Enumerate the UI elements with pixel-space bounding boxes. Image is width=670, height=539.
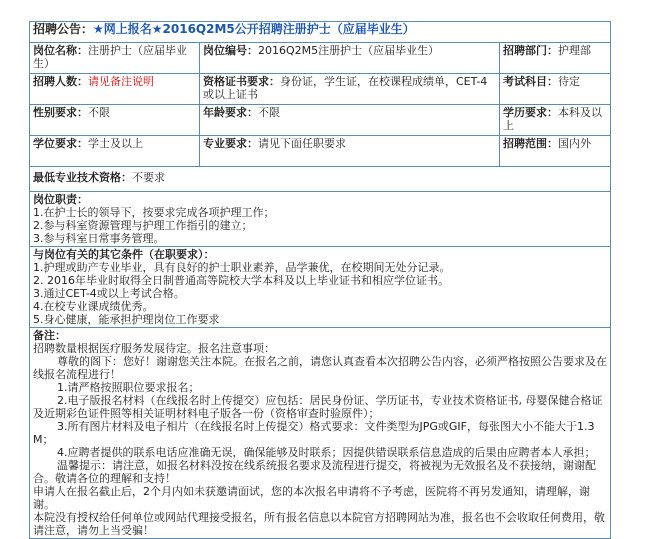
condition-item: 3.通过CET-4或以上考试合格。: [33, 287, 185, 300]
scope-label: 招聘范围：: [503, 137, 558, 150]
gender-value: 不限: [88, 106, 110, 119]
notes-paragraph: 4.应聘者提供的联系电话应准确无误，确保能够及时联系；因提供错误联系信息造成的后果由应聘者本人承担；: [57, 446, 596, 459]
post-name-cell: [30, 43, 200, 74]
scope-value: 国内外: [558, 137, 591, 150]
row-post: [30, 43, 611, 74]
post-code-cell: [200, 43, 500, 74]
major-value: 请见下面任职要求: [258, 137, 346, 150]
count-cell: [30, 74, 200, 105]
row-duties: [30, 192, 611, 247]
edu-cell: [500, 105, 611, 136]
duty-item: 2.参与科室资源管理与护理工作指引的建立；: [33, 219, 253, 232]
notes-paragraph: 本院没有授权给任何单位或网站代理接受报名，所有报名信息以本院官方招聘网站为准，报名也不会收取任何费用，敬请注意，请勿上当受骗！: [33, 511, 605, 537]
notes-heading: 备注：: [33, 329, 66, 342]
notice-title-label: 招聘公告：: [33, 22, 94, 36]
condition-item: 1.护理或助产专业毕业，具有良好的护士职业素养，品学兼优，在校期间无处分记录。: [33, 261, 451, 274]
notice-title: ★网上报名★2016Q2M5公开招聘注册护士（应届毕业生）: [93, 22, 415, 36]
cert-value: 身份证，学生证，在校课程成绩单，CET-4或以上证书: [203, 75, 488, 101]
count-value: 请见备注说明: [88, 75, 154, 88]
exam-value: 待定: [558, 75, 580, 88]
duties-section: [30, 192, 611, 247]
row-gender: [30, 105, 611, 136]
dept-label: 招聘部门：: [503, 44, 558, 57]
notes-paragraph: 2.电子版报名材料（在线报名时上传提交）应包括：居民身份证、学历证书，专业技术资格证书, 母婴保健合格证及近期彩色证件照等相关证明材料电子版各一份（资格审查时验原件）；: [33, 394, 603, 420]
post-code-value: 2016Q2M5注册护士（应届毕业生）: [258, 44, 440, 57]
degree-cell: [30, 136, 200, 167]
row-tech: [30, 167, 611, 192]
age-cell: [200, 105, 500, 136]
condition-item: 2. 2016年毕业时取得全日制普通高等院校大学本科及以上毕业证书和相应学位证书。: [33, 274, 449, 287]
conditions-section: [30, 247, 611, 328]
duty-item: 1.在护士长的领导下，按要求完成各项护理工作；: [33, 206, 275, 219]
recruitment-notice: [29, 21, 610, 539]
post-code-label: 岗位编号：: [203, 44, 258, 57]
dept-cell: [500, 43, 611, 74]
notes-section: [30, 328, 611, 539]
duty-item: 3.参与科室日常事务管理。: [33, 232, 165, 245]
notice-table: [29, 21, 611, 539]
scope-cell: [500, 136, 611, 167]
notice-title-row: [30, 22, 611, 43]
major-cell: [200, 136, 500, 167]
tech-cell: [30, 167, 611, 192]
notes-paragraph: 尊敬的阁下：您好！谢谢您关注本院。在报名之前，请您认真查看本次招聘公告内容，必须严格按照公告要求及在线报名流程进行！: [33, 355, 607, 381]
cert-label: 资格证书要求：: [203, 75, 280, 88]
gender-cell: [30, 105, 200, 136]
degree-label: 学位要求：: [33, 137, 88, 150]
tech-label: 最低专业技术资格：: [33, 171, 132, 184]
age-label: 年龄要求：: [203, 106, 258, 119]
row-conditions: [30, 247, 611, 328]
row-degree: [30, 136, 611, 167]
notes-paragraph: 1.请严格按照职位要求报名；: [57, 381, 200, 394]
exam-label: 考试科目：: [503, 75, 558, 88]
row-count: [30, 74, 611, 105]
notes-paragraph: 招聘数量根据医疗服务发展待定。报名注意事项：: [33, 342, 275, 355]
post-name-label: 岗位名称：: [33, 44, 88, 57]
edu-label: 学历要求：: [503, 106, 558, 119]
condition-item: 5.身心健康，能承担护理岗位工作要求: [33, 313, 220, 326]
condition-item: 4.在校专业课成绩优秀。: [33, 300, 154, 313]
degree-value: 学士及以上: [88, 137, 143, 150]
notice-title-cell: [30, 22, 611, 43]
cert-cell: [200, 74, 500, 105]
notes-paragraph: 温馨提示：请注意，如报名材料没按在线系统报名要求及流程进行提交，将被视为无效报名及不获接纳，谢谢配合。敬请各位的理解和支持！: [33, 459, 596, 485]
tech-value: 不要求: [132, 171, 165, 184]
count-label: 招聘人数：: [33, 75, 88, 88]
notes-paragraph: 申请人在报名截止后，2个月内如未获邀请面试，您的本次报名申请将不予考虑，医院将不再另发通知，请理解，谢谢。: [33, 485, 590, 511]
major-label: 专业要求：: [203, 137, 258, 150]
row-notes: [30, 328, 611, 539]
gender-label: 性别要求：: [33, 106, 88, 119]
dept-value: 护理部: [558, 44, 591, 57]
notes-paragraph: 3.所有图片材料及电子相片（在线报名时上传提交）格式要求：文件类型为JPG或GIF，每张图大小不能大于1.3M；: [33, 420, 595, 446]
exam-cell: [500, 74, 611, 105]
edu-value: 本科及以上: [503, 106, 602, 132]
age-value: 不限: [258, 106, 280, 119]
post-name-value: 注册护士（应届毕业生）: [33, 44, 187, 70]
duties-heading: 岗位职责：: [33, 193, 88, 206]
conditions-heading: 与岗位有关的其它条件（在职要求）：: [33, 248, 215, 261]
